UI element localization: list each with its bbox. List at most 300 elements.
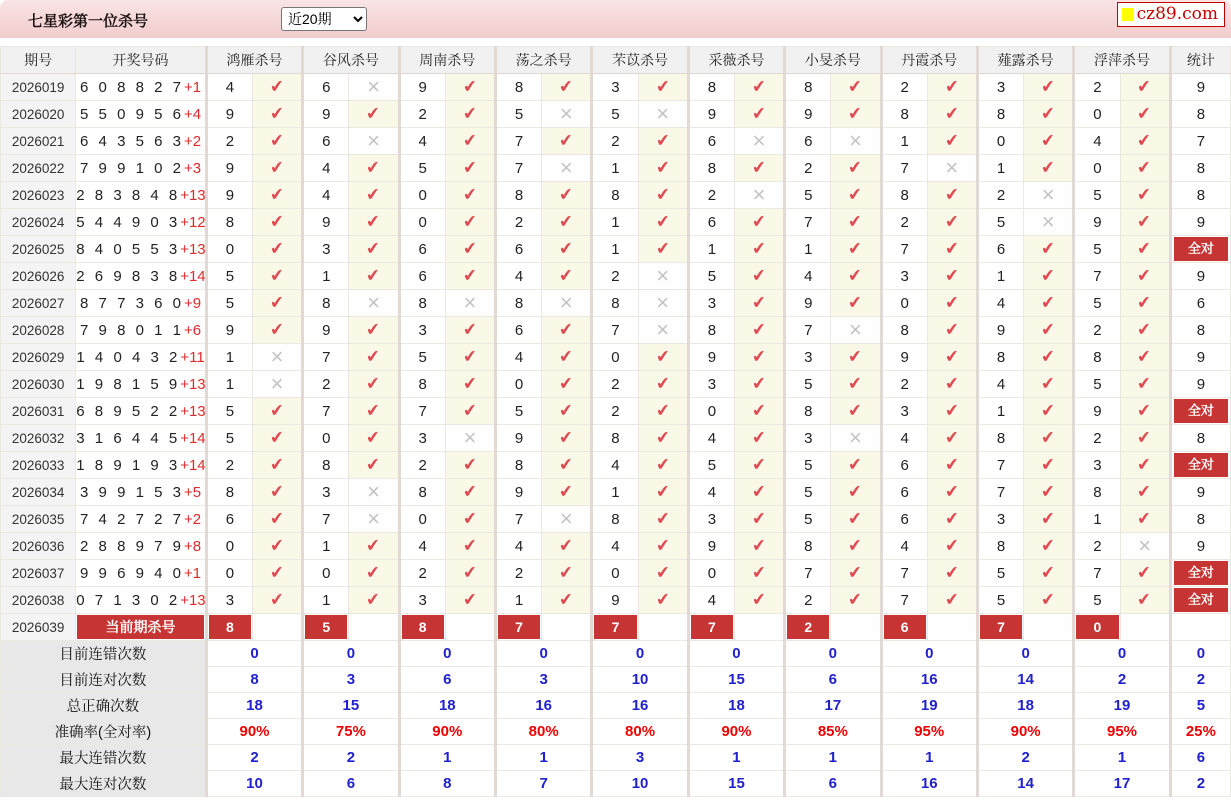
- summary-value: 2: [206, 745, 302, 771]
- kill-number-cell: 8: [785, 74, 831, 101]
- kill-number-cell: 1: [592, 236, 638, 263]
- stat-cell: 7: [1170, 128, 1230, 155]
- kill-number-cell: 8: [303, 290, 349, 317]
- kill-number-cell: 8: [688, 155, 734, 182]
- draw-number-cell: 1 4 0 4 3 2+11: [76, 344, 207, 371]
- period-cell: 2026032: [1, 425, 76, 452]
- kill-result-cell: [927, 587, 977, 614]
- current-kill-cell: 7: [977, 614, 1023, 641]
- kill-number-cell: 8: [592, 290, 638, 317]
- kill-result-cell: [1120, 344, 1170, 371]
- kill-result-cell: [1024, 128, 1074, 155]
- kill-result-cell: [349, 317, 399, 344]
- kill-number-cell: 1: [688, 236, 734, 263]
- kill-result-cell: [349, 263, 399, 290]
- kill-number-cell: 9: [495, 425, 541, 452]
- check-icon: ✔: [268, 130, 286, 151]
- check-icon: ✔: [1136, 346, 1153, 367]
- kill-result-cell: [831, 398, 881, 425]
- kill-result-cell: [253, 425, 303, 452]
- kill-result-cell: [734, 101, 784, 128]
- kill-number-cell: 3: [688, 371, 734, 398]
- check-icon: ✔: [1040, 238, 1057, 259]
- cross-icon: ×: [559, 154, 573, 180]
- summary-value: 95%: [881, 719, 977, 745]
- kill-result-cell: [927, 560, 977, 587]
- kill-number-cell: 3: [399, 317, 445, 344]
- site-logo[interactable]: [1117, 2, 1225, 27]
- kill-number-cell: 7: [977, 479, 1023, 506]
- kill-result-cell: [445, 263, 495, 290]
- check-icon: ✔: [1040, 103, 1057, 124]
- check-icon: ✔: [558, 373, 575, 394]
- summary-value: 15: [303, 693, 399, 719]
- cross-icon: ×: [752, 127, 766, 153]
- check-icon: ✔: [847, 373, 864, 394]
- check-icon: ✔: [1040, 292, 1057, 313]
- kill-result-cell: [734, 317, 784, 344]
- check-icon: ✔: [943, 103, 960, 124]
- kill-result-cell: [445, 128, 495, 155]
- summary-value: 0: [495, 641, 591, 667]
- check-icon: ✔: [847, 481, 864, 502]
- kill-result-cell: [927, 263, 977, 290]
- kill-number-cell: 2: [399, 560, 445, 587]
- kill-result-cell: [349, 560, 399, 587]
- check-icon: ✔: [1136, 454, 1153, 475]
- summary-value: 19: [1074, 693, 1170, 719]
- summary-value: 6: [1170, 745, 1230, 771]
- kill-result-cell: [349, 614, 399, 641]
- check-icon: ✔: [1136, 373, 1153, 394]
- kill-number-cell: 2: [688, 182, 734, 209]
- check-icon: ✔: [1136, 319, 1153, 340]
- kill-number-cell: 7: [592, 317, 638, 344]
- check-icon: ✔: [558, 265, 575, 286]
- check-icon: ✔: [268, 103, 286, 124]
- kill-result-cell: [445, 182, 495, 209]
- kill-number-cell: 9: [303, 209, 349, 236]
- kill-number-cell: 9: [399, 74, 445, 101]
- kill-number-cell: 3: [881, 263, 927, 290]
- check-icon: ✔: [943, 265, 960, 286]
- kill-number-cell: 7: [495, 128, 541, 155]
- summary-value: 8: [399, 771, 495, 797]
- kill-result-cell: [253, 74, 303, 101]
- cross-icon: ×: [367, 127, 380, 153]
- logo-text: cz89.com: [1136, 4, 1218, 24]
- kill-number-cell: 3: [785, 344, 831, 371]
- kill-number-cell: 9: [495, 479, 541, 506]
- kill-result-cell: [734, 290, 784, 317]
- check-icon: ✔: [1040, 373, 1057, 394]
- table-row: [1, 290, 1231, 317]
- draw-number-cell: 1 8 9 1 9 3+14: [76, 452, 207, 479]
- kill-result-cell: [1120, 479, 1170, 506]
- kill-number-cell: 2: [399, 452, 445, 479]
- kill-number-cell: 7: [495, 155, 541, 182]
- cross-icon: ×: [367, 505, 380, 531]
- kill-result-cell: [253, 371, 303, 398]
- stat-cell: 8: [1170, 155, 1230, 182]
- column-header-expert-1: 谷风杀号: [303, 47, 399, 74]
- kill-result-cell: [349, 506, 399, 533]
- check-icon: ✔: [461, 589, 478, 610]
- kill-number-cell: 7: [303, 506, 349, 533]
- stat-cell: 9: [1170, 533, 1230, 560]
- check-icon: ✔: [750, 373, 768, 394]
- kill-result-cell: [445, 398, 495, 425]
- kill-result-cell: [445, 155, 495, 182]
- period-cell: 2026026: [1, 263, 76, 290]
- kill-result-cell: [831, 290, 881, 317]
- check-icon: ✔: [1136, 211, 1153, 232]
- check-icon: ✔: [1136, 562, 1153, 583]
- check-icon: ✔: [558, 535, 575, 556]
- kill-number-cell: 0: [1074, 155, 1120, 182]
- kill-result-cell: [349, 209, 399, 236]
- check-icon: ✔: [558, 211, 575, 232]
- stat-cell: 9: [1170, 479, 1230, 506]
- title-bar: [0, 0, 1231, 38]
- kill-result-cell: [831, 128, 881, 155]
- check-icon: ✔: [750, 211, 768, 232]
- period-cell: 2026021: [1, 128, 76, 155]
- draw-number-cell: 8 7 7 3 6 0+9: [76, 290, 207, 317]
- check-icon: ✔: [847, 535, 864, 556]
- kill-result-cell: [1120, 101, 1170, 128]
- check-icon: ✔: [461, 400, 478, 421]
- kill-number-cell: 2: [785, 155, 831, 182]
- stat-cell: 9: [1170, 209, 1230, 236]
- kill-number-cell: 6: [881, 452, 927, 479]
- check-icon: ✔: [654, 184, 671, 205]
- kill-number-cell: 5: [785, 479, 831, 506]
- summary-value: 18: [977, 693, 1073, 719]
- check-icon: ✔: [365, 238, 382, 259]
- check-icon: ✔: [268, 265, 286, 286]
- check-icon: ✔: [943, 508, 960, 529]
- kill-result-cell: [1120, 587, 1170, 614]
- check-icon: ✔: [1136, 292, 1153, 313]
- summary-value: 16: [881, 771, 977, 797]
- kill-number-cell: 4: [592, 452, 638, 479]
- check-icon: ✔: [268, 211, 286, 232]
- check-icon: ✔: [1040, 319, 1057, 340]
- check-icon: ✔: [654, 454, 671, 475]
- stat-cell: [1170, 587, 1230, 614]
- kill-result-cell: [734, 425, 784, 452]
- check-icon: ✔: [654, 346, 671, 367]
- kill-number-cell: 3: [303, 236, 349, 263]
- check-icon: ✔: [268, 184, 286, 205]
- kill-number-cell: 2: [495, 560, 541, 587]
- period-cell: 2026030: [1, 371, 76, 398]
- kill-result-cell: [542, 209, 592, 236]
- kill-result-cell: [445, 74, 495, 101]
- kill-result-cell: [349, 587, 399, 614]
- kill-number-cell: 5: [785, 506, 831, 533]
- summary-value: 0: [688, 641, 784, 667]
- kill-result-cell: [542, 155, 592, 182]
- column-header-expert-4: 芣苡杀号: [592, 47, 688, 74]
- summary-value: 3: [592, 745, 688, 771]
- table-row: [1, 263, 1231, 290]
- check-icon: ✔: [558, 427, 575, 448]
- kill-result-cell: [831, 560, 881, 587]
- kill-number-cell: 5: [399, 155, 445, 182]
- kill-result-cell: [1120, 74, 1170, 101]
- check-icon: ✔: [461, 76, 478, 97]
- summary-value: 10: [592, 667, 688, 693]
- kill-number-cell: 0: [399, 182, 445, 209]
- summary-value: 18: [399, 693, 495, 719]
- check-icon: ✔: [558, 184, 575, 205]
- kill-result-cell: [831, 344, 881, 371]
- kill-result-cell: [253, 317, 303, 344]
- check-icon: ✔: [1040, 400, 1057, 421]
- kill-number-cell: 1: [977, 398, 1023, 425]
- summary-value: 1: [881, 745, 977, 771]
- summary-value: 0: [303, 641, 399, 667]
- kill-number-cell: 6: [785, 128, 831, 155]
- kill-number-cell: 8: [399, 290, 445, 317]
- kill-result-cell: [831, 317, 881, 344]
- period-cell: 2026037: [1, 560, 76, 587]
- current-kill-cell: 0: [1074, 614, 1120, 641]
- kill-result-cell: [1120, 236, 1170, 263]
- kill-result-cell: [638, 155, 688, 182]
- kill-result-cell: [349, 425, 399, 452]
- kill-number-cell: 6: [977, 236, 1023, 263]
- summary-value: 0: [785, 641, 881, 667]
- check-icon: ✔: [365, 535, 382, 556]
- kill-result-cell: [1024, 236, 1074, 263]
- summary-value: 7: [495, 771, 591, 797]
- kill-number-cell: 2: [1074, 533, 1120, 560]
- kill-number-cell: 7: [303, 344, 349, 371]
- kill-number-table: [0, 46, 1231, 797]
- kill-result-cell: [831, 425, 881, 452]
- kill-number-cell: 3: [206, 587, 252, 614]
- kill-result-cell: [831, 506, 881, 533]
- period-cell: 2026034: [1, 479, 76, 506]
- period-cell: 2026019: [1, 74, 76, 101]
- kill-number-cell: 7: [881, 155, 927, 182]
- summary-value: 2: [1170, 667, 1230, 693]
- draw-number-cell: 5 5 0 9 5 6+4: [76, 101, 207, 128]
- table-row: [1, 128, 1231, 155]
- kill-result-cell: [253, 452, 303, 479]
- kill-result-cell: [1120, 614, 1170, 641]
- kill-number-cell: 1: [785, 236, 831, 263]
- kill-result-cell: [638, 290, 688, 317]
- summary-value: 0: [1074, 641, 1170, 667]
- table-row: [1, 155, 1231, 182]
- kill-result-cell: [1120, 128, 1170, 155]
- check-icon: ✔: [365, 103, 382, 124]
- kill-number-cell: 7: [881, 587, 927, 614]
- draw-number-cell: 2 8 3 8 4 8+13: [76, 182, 207, 209]
- kill-number-cell: 2: [1074, 74, 1120, 101]
- kill-number-cell: 6: [399, 236, 445, 263]
- draw-number-cell: 7 4 2 7 2 7+2: [76, 506, 207, 533]
- kill-result-cell: [1120, 425, 1170, 452]
- kill-result-cell: [1120, 506, 1170, 533]
- kill-number-cell: 8: [881, 182, 927, 209]
- period-cell: 2026029: [1, 344, 76, 371]
- kill-result-cell: [349, 533, 399, 560]
- kill-number-cell: 1: [495, 587, 541, 614]
- kill-number-cell: 2: [977, 182, 1023, 209]
- kill-result-cell: [734, 74, 784, 101]
- kill-number-cell: 7: [399, 398, 445, 425]
- check-icon: ✔: [1136, 103, 1153, 124]
- kill-number-cell: 8: [399, 479, 445, 506]
- kill-result-cell: [831, 533, 881, 560]
- draw-number-cell: 0 7 1 3 0 2+13: [76, 587, 207, 614]
- check-icon: ✔: [365, 184, 382, 205]
- kill-result-cell: [542, 452, 592, 479]
- kill-result-cell: [445, 479, 495, 506]
- column-header-expert-8: 薤露杀号: [977, 47, 1073, 74]
- period-cell: 2026031: [1, 398, 76, 425]
- cross-icon: ×: [656, 316, 670, 342]
- check-icon: ✔: [943, 562, 960, 583]
- kill-result-cell: [1120, 533, 1170, 560]
- cross-icon: ×: [367, 73, 380, 99]
- summary-row: [1, 641, 1231, 667]
- kill-result-cell: [927, 209, 977, 236]
- kill-number-cell: 5: [785, 371, 831, 398]
- stat-cell: 6: [1170, 290, 1230, 317]
- table-row: [1, 182, 1231, 209]
- kill-number-cell: 8: [881, 101, 927, 128]
- kill-result-cell: [927, 398, 977, 425]
- kill-result-cell: [1024, 371, 1074, 398]
- check-icon: ✔: [750, 481, 768, 502]
- kill-result-cell: [542, 344, 592, 371]
- table-row: [1, 560, 1231, 587]
- range-select[interactable]: [281, 7, 367, 31]
- kill-number-cell: 8: [495, 182, 541, 209]
- kill-number-cell: 4: [303, 182, 349, 209]
- current-kill-cell: 7: [592, 614, 638, 641]
- period-cell: 2026023: [1, 182, 76, 209]
- check-icon: ✔: [365, 265, 382, 286]
- kill-result-cell: [638, 101, 688, 128]
- period-cell: 2026028: [1, 317, 76, 344]
- kill-number-cell: 0: [303, 425, 349, 452]
- kill-number-cell: 9: [206, 317, 252, 344]
- kill-number-cell: 8: [495, 290, 541, 317]
- summary-value: 3: [303, 667, 399, 693]
- draw-number-cell: 6 8 9 5 2 2+13: [76, 398, 207, 425]
- kill-number-cell: 8: [977, 425, 1023, 452]
- check-icon: ✔: [943, 292, 960, 313]
- kill-result-cell: [445, 101, 495, 128]
- kill-result-cell: [638, 209, 688, 236]
- kill-number-cell: 9: [785, 290, 831, 317]
- check-icon: ✔: [461, 265, 478, 286]
- summary-value: 2: [977, 745, 1073, 771]
- kill-result-cell: [349, 101, 399, 128]
- kill-result-cell: [349, 290, 399, 317]
- summary-value: 16: [592, 693, 688, 719]
- kill-result-cell: [734, 155, 784, 182]
- cross-icon: ×: [367, 289, 380, 315]
- cross-icon: ×: [849, 127, 862, 153]
- check-icon: ✔: [847, 589, 864, 610]
- kill-number-cell: 4: [1074, 128, 1120, 155]
- kill-number-cell: 4: [977, 290, 1023, 317]
- kill-number-cell: 2: [206, 452, 252, 479]
- summary-value: 16: [881, 667, 977, 693]
- kill-number-cell: 5: [1074, 290, 1120, 317]
- kill-number-cell: 8: [977, 344, 1023, 371]
- check-icon: ✔: [943, 346, 960, 367]
- cross-icon: ×: [559, 505, 573, 531]
- kill-result-cell: [1024, 74, 1074, 101]
- kill-result-cell: [349, 155, 399, 182]
- check-icon: ✔: [654, 535, 671, 556]
- current-kill-cell: 6: [881, 614, 927, 641]
- kill-number-cell: 8: [977, 533, 1023, 560]
- cross-icon: ×: [1138, 532, 1152, 558]
- kill-result-cell: [1024, 614, 1074, 641]
- draw-number-cell: 8 4 0 5 5 3+13: [76, 236, 207, 263]
- kill-result-cell: [542, 560, 592, 587]
- check-icon: ✔: [847, 238, 864, 259]
- cross-icon: ×: [656, 100, 670, 126]
- kill-number-cell: 9: [1074, 209, 1120, 236]
- kill-result-cell: [1024, 101, 1074, 128]
- check-icon: ✔: [461, 481, 478, 502]
- kill-number-cell: 1: [303, 587, 349, 614]
- summary-value: 2: [1074, 667, 1170, 693]
- check-icon: ✔: [943, 454, 960, 475]
- kill-number-cell: 4: [495, 533, 541, 560]
- summary-value: 15: [688, 771, 784, 797]
- kill-result-cell: [927, 344, 977, 371]
- summary-value: 1: [688, 745, 784, 771]
- kill-result-cell: [445, 236, 495, 263]
- cross-icon: ×: [367, 478, 380, 504]
- kill-number-cell: 5: [785, 182, 831, 209]
- kill-number-cell: 8: [977, 101, 1023, 128]
- period-cell: 2026022: [1, 155, 76, 182]
- kill-result-cell: [542, 317, 592, 344]
- check-icon: ✔: [847, 400, 864, 421]
- kill-number-cell: 9: [977, 317, 1023, 344]
- kill-number-cell: 0: [1074, 101, 1120, 128]
- kill-number-cell: 4: [495, 263, 541, 290]
- kill-result-cell: [1120, 452, 1170, 479]
- kill-result-cell: [734, 587, 784, 614]
- table-body: [1, 74, 1231, 797]
- kill-number-cell: 0: [881, 290, 927, 317]
- kill-number-cell: 2: [495, 209, 541, 236]
- kill-result-cell: [734, 128, 784, 155]
- kill-number-cell: 8: [688, 317, 734, 344]
- kill-result-cell: [253, 290, 303, 317]
- kill-result-cell: [253, 587, 303, 614]
- kill-result-cell: [253, 128, 303, 155]
- kill-result-cell: [831, 74, 881, 101]
- check-icon: ✔: [558, 238, 575, 259]
- kill-number-cell: 6: [688, 209, 734, 236]
- kill-number-cell: 3: [688, 506, 734, 533]
